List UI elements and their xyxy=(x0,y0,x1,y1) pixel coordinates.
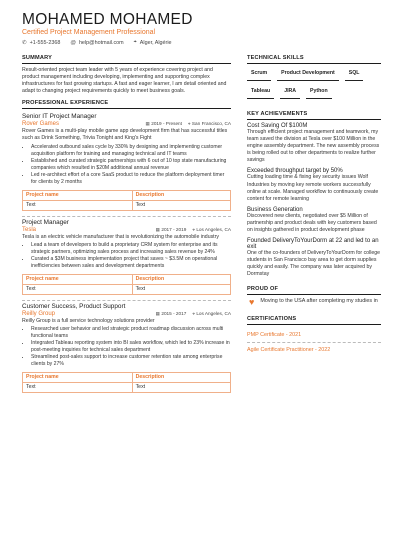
heart-icon: ♥ xyxy=(249,296,255,307)
skill-tag: JIRA xyxy=(280,85,300,99)
project-table xyxy=(22,274,231,295)
skill-tag: Product Development xyxy=(277,67,339,81)
resume-name: MOHAMED MOHAMED xyxy=(22,11,193,28)
pin-icon: ⌖ xyxy=(187,121,191,127)
description-cell: Text xyxy=(132,200,230,210)
job-title: Customer Success, Product Support xyxy=(22,302,126,310)
job-dates xyxy=(156,311,231,317)
job-location: Los Angeles, CA xyxy=(196,310,231,316)
at-icon: @ xyxy=(70,39,76,46)
job-company: Rover Games xyxy=(22,121,60,128)
achievements-heading: KEY ACHIEVEMENTS xyxy=(247,111,381,120)
achievement-title: Founded DeliveryToYourDorm at 22 and led to an exit xyxy=(247,238,379,251)
job-bullets xyxy=(22,144,231,186)
job-description: Reilly Group is a full service technology solutions provider xyxy=(22,317,155,324)
email-text: help@hotmail.com xyxy=(78,39,124,46)
project-name-header: Project name xyxy=(23,372,133,382)
pin-icon: ⌖ xyxy=(192,310,196,316)
description-header: Description xyxy=(132,372,230,382)
certification-item: Agile Certificate Practitioner - 2022 xyxy=(247,346,331,353)
job-title: Project Manager xyxy=(22,218,69,226)
description-header: Description xyxy=(132,274,230,284)
job-entry xyxy=(22,303,231,393)
experience-heading: PROFESSIONAL EXPERIENCE xyxy=(22,100,231,109)
left-column xyxy=(22,55,231,393)
project-cell: Text xyxy=(23,382,133,392)
contact-bar xyxy=(22,39,172,46)
calendar-icon: ▦ xyxy=(145,121,150,127)
project-table xyxy=(22,190,231,211)
job-bullets xyxy=(22,326,231,368)
description-header: Description xyxy=(132,190,230,200)
job-entry xyxy=(22,219,231,295)
achievement-title: Exceeded throughput target by 50% xyxy=(247,168,343,175)
project-name-header: Project name xyxy=(23,274,133,284)
job-description: Tesla is an electric vehicle manufacturer that is revolutionizing the automobile industry xyxy=(22,233,219,240)
skills-list xyxy=(247,67,381,103)
job-location: Los Angeles, CA xyxy=(196,226,231,232)
job-bullet: • Researched user behavior and led strategic product roadmap discussion across multi functional teams xyxy=(31,326,231,340)
project-table xyxy=(22,372,231,393)
job-company: Reilly Group xyxy=(22,310,56,317)
achievement-item xyxy=(247,207,381,234)
phone-text: +1-555-2368 xyxy=(29,39,61,46)
job-dates xyxy=(156,227,231,233)
job-bullet: • Accelerated outbound sales cycle by 330% by designing and implementing customer acquisition platform for training and managing technical and IT teams xyxy=(31,144,231,158)
achievement-item xyxy=(247,123,381,164)
description-cell: Text xyxy=(132,284,230,294)
contact-phone xyxy=(22,39,60,46)
job-entry xyxy=(22,113,231,210)
job-date-range: 2017 - 2019 xyxy=(161,226,187,232)
summary-text: Result-oriented project team leader with 5 years of experience covering project and product management including developing, implementing and supporting complex infrastructures for fast growing startups. A fast and eager learner, I am detail oriented and adapt to changing project requirements quickly to meet business goals. xyxy=(22,67,227,95)
pride-text: Moving to the USA after completing my studies in xyxy=(260,297,378,304)
job-bullet: • Lead a team of developers to build a proprietary CRM system for enterprise and its strategic partners, optimizing sales process and increasing sales revenue by 24% xyxy=(31,242,231,256)
job-meta xyxy=(22,227,231,233)
job-bullet: • Established and curated strategic partnerships with 6 out of 10 top state manufacturing companies which resulted in $20M additional annual revenue xyxy=(31,158,231,172)
job-title: Senior IT Project Manager xyxy=(22,113,97,121)
calendar-icon: ▦ xyxy=(155,310,161,316)
job-meta xyxy=(22,311,231,317)
achievement-title: Business Generation xyxy=(247,206,303,213)
skill-tag: Scrum xyxy=(247,67,271,81)
location-text: Alger, Algérie xyxy=(139,39,172,46)
calendar-icon: ▦ xyxy=(155,226,161,232)
job-company: Tesla xyxy=(22,226,37,233)
job-date-range: 2015 - 2017 xyxy=(161,310,187,316)
contact-location xyxy=(134,39,172,46)
resume-title: Certified Project Management Professional xyxy=(22,29,156,36)
certifications-heading: CERTIFICATIONS xyxy=(247,316,381,325)
certification-item: PMP Certificate - 2021 xyxy=(247,328,381,343)
pin-icon: ⌖ xyxy=(192,226,196,232)
summary-heading: SUMMARY xyxy=(22,55,231,64)
achievement-text: One of the co-founders of DeliveryToYourDorm for college students in San Francisco bay area to get dorm supplies quickly and easily. The company was later acquired by Dormstay xyxy=(247,250,381,278)
job-meta xyxy=(22,121,231,127)
skill-tag: Tableau xyxy=(247,85,274,99)
achievement-item xyxy=(247,238,381,278)
achievement-item xyxy=(247,168,381,202)
pride-heading: PROUD OF xyxy=(247,286,381,295)
contact-email xyxy=(70,39,123,46)
project-cell: Text xyxy=(23,284,133,294)
job-divider xyxy=(22,300,231,301)
job-dates xyxy=(145,121,231,127)
skills-heading: TECHNICAL SKILLS xyxy=(247,55,381,64)
phone-icon: ✆ xyxy=(22,39,27,46)
job-bullets xyxy=(22,242,231,270)
right-column xyxy=(247,55,381,357)
project-name-header: Project name xyxy=(23,190,133,200)
achievement-text: Discovered new clients, negotiated over $5 Million of partnership and product deals with key customers based on insights gathered in product development phase xyxy=(247,212,377,234)
achievement-title: Cost Saving Of $100M xyxy=(247,123,308,129)
job-bullet: • Streamlined post-sales support to increase customer retention rate among enterprise clients by 27% xyxy=(31,354,231,368)
job-bullet: • Integrated Tableau reporting system into BI sales workflow, which led to 23% increase in post-meeting inquiries for technical sales department xyxy=(31,340,231,354)
achievement-text: Cutting loading time & fixing key security issues Wolf Industries by moving key remote workers successfully online at scale. Managed workflow to continuously create content for remote learning xyxy=(247,174,379,202)
skill-tag: Python xyxy=(306,85,332,99)
achievement-text: Through efficient project management and teamwork, my team saved the division at Tesla over $100 Million in the engine assembly department. The new assembly process is being rolled out to other departments to realize further savings xyxy=(247,129,380,164)
job-bullet: • Curated a $3M business implementation project that saves ~ $3.5M on operational inefficiencies between sales and development departments xyxy=(31,256,231,270)
job-date-range: 2019 - Present xyxy=(151,121,182,127)
job-divider xyxy=(22,216,231,217)
project-cell: Text xyxy=(23,200,133,210)
job-bullet: • Led re-architect effort of a core SaaS product to reduce the platform deployment timer for clients by 2 months xyxy=(31,172,231,186)
pin-icon: ⌖ xyxy=(133,39,137,45)
skill-tag: SQL xyxy=(345,67,364,81)
job-location: San Francisco, CA xyxy=(191,121,231,127)
description-cell: Text xyxy=(132,382,230,392)
job-description: Rover Games is a multi-play mobile game app development firm that has successful titles such as Drink Something, Trivia Tonight and King's Fight xyxy=(22,128,228,142)
pride-item xyxy=(247,298,381,307)
